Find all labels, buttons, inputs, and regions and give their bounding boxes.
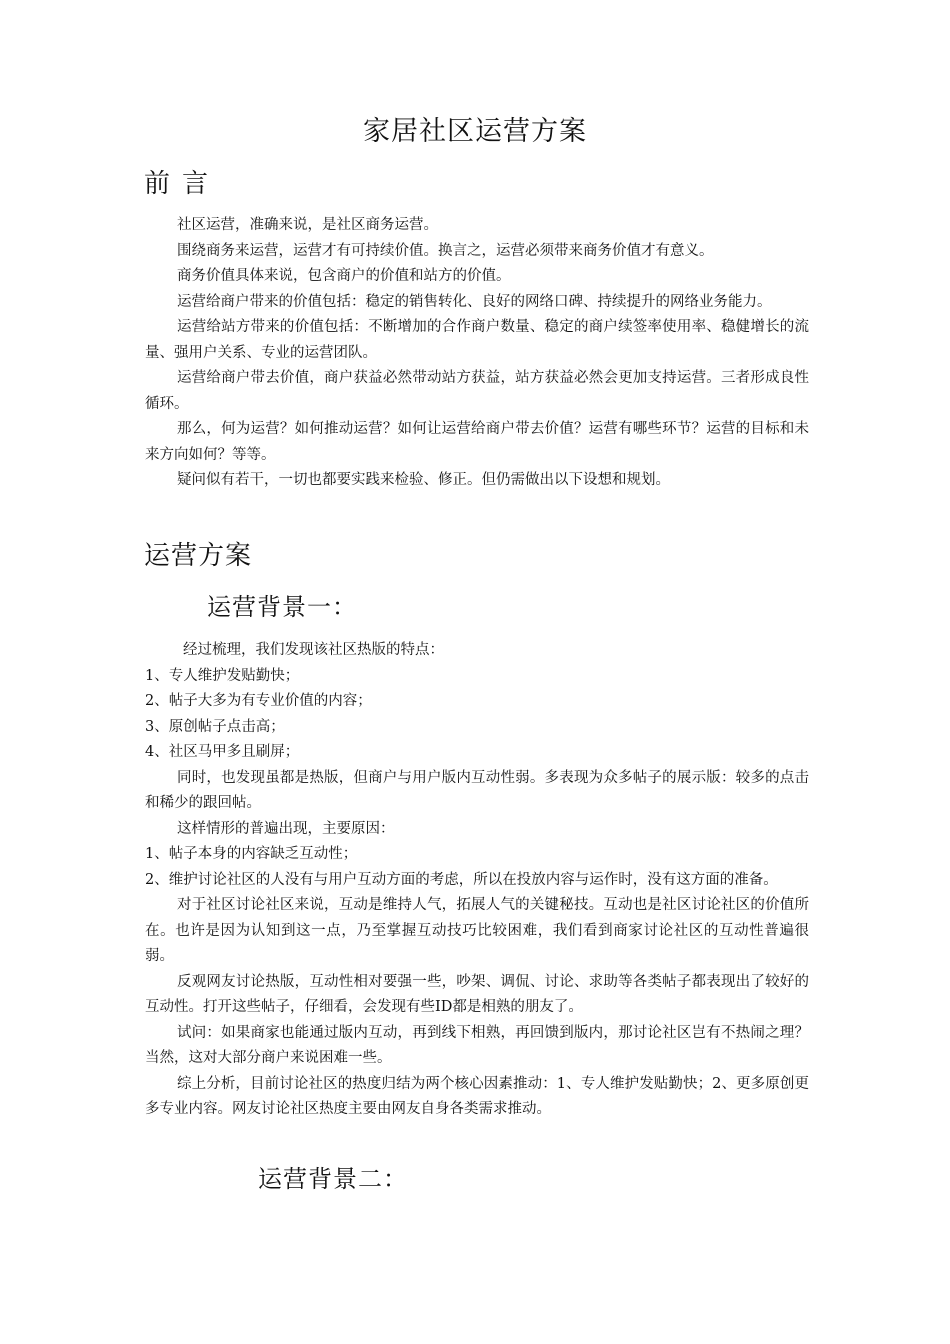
reason-item: 1、帖子本身的内容缺乏互动性； [145,846,358,862]
preface-paragraph: 疑问似有若干，一切也都要实践来检验、修正。但仍需做出以下设想和规划。 [177,472,670,488]
background2-heading: 运营背景二： [258,1165,408,1193]
feature-item: 1、专人维护发贴勤快； [145,667,300,684]
preface-paragraph: 运营给商户带去价值，商户获益必然带动站方获益，站方获益必然会更加支持运营。三者形成良性循环。 [145,370,809,412]
document-title: 家居社区运营方案 [363,116,587,147]
preface-paragraph: 运营给站方带来的价值包括：不断增加的合作商户数量、稳定的商户续签率使用率、稳健增长的流量、强用户关系、专业的运营团队。 [145,319,809,361]
background1-body [145,638,809,1123]
reasons-intro: 这样情形的普遍出现，主要原因： [177,820,395,837]
reason-item: 2、维护讨论社区的人没有与用户互动方面的考虑，所以在投放内容与运作时，没有这方面的准备。 [145,871,778,888]
preface-paragraph: 围绕商务来运营，运营才有可持续价值。换言之，运营必须带来商务价值才有意义。 [177,242,714,259]
preface-paragraph: 运营给商户带来的价值包括：稳定的销售转化、良好的网络口碑、持续提升的网络业务能力。 [177,293,772,310]
preface-paragraph: 社区运营，准确来说，是社区商务运营。 [177,217,438,233]
plan-heading: 运营方案 [144,541,253,571]
background1-intro: 经过梳理，我们发现该社区热版的特点： [183,642,444,658]
feature-item: 4、社区马甲多且刷屏； [145,744,300,760]
feature-item: 2、帖子大多为有专业价值的内容； [145,693,372,709]
preface-body [145,213,809,494]
feature-item: 3、原创帖子点击高； [145,718,285,735]
preface-paragraph: 商务价值具体来说，包含商户的价值和站方的价值。 [177,268,511,284]
observation-paragraph: 同时，也发现虽都是热版，但商户与用户版内互动性弱。多表现为众多帖子的展示版：较多的点击和稀少的跟回帖。 [145,769,809,811]
analysis-paragraph: 综上分析，目前讨论社区的热度归结为两个核心因素推动：1、专人维护发贴勤快；2、更多原创更多专业内容。网友讨论社区热度主要由网友自身各类需求推动。 [145,1075,809,1117]
analysis-paragraph: 试问：如果商家也能通过版内互动，再到线下相熟，再回馈到版内，那讨论社区岂有不热闹之理？当然，这对大部分商户来说困难一些。 [145,1024,809,1066]
background1-heading: 运营背景一： [207,593,357,621]
analysis-paragraph: 反观网友讨论热版，互动性相对要强一些，吵架、调侃、讨论、求助等各类帖子都表现出了较好的互动性。打开这些帖子，仔细看，会发现有些ID都是相熟的朋友了。 [145,973,809,1015]
analysis-paragraph: 对于社区讨论社区来说，互动是维持人气，拓展人气的关键秘技。互动也是社区讨论社区的价值所在。也许是因为认知到这一点，乃至掌握互动技巧比较困难，我们看到商家讨论社区的互动性普遍很弱。 [145,897,809,964]
preface-heading: 前言 [144,169,221,199]
preface-paragraph: 那么，何为运营？如何推动运营？如何让运营给商户带去价值？运营有哪些环节？运营的目标和未来方向如何？等等。 [145,421,809,463]
